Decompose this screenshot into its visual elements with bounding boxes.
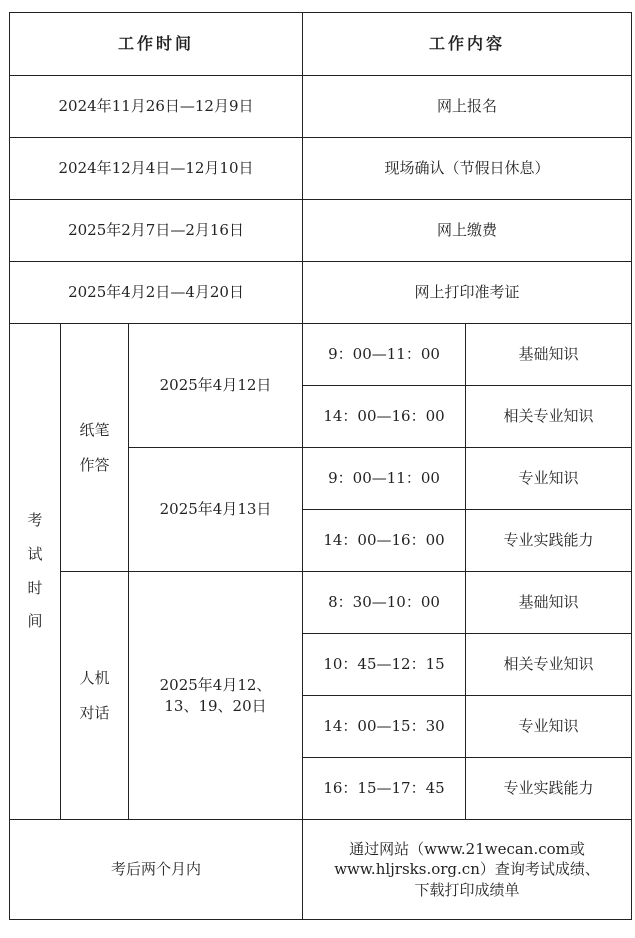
exam-date-cell [129, 572, 303, 820]
table-row [10, 820, 632, 920]
session-time-cell: 16：15—17：45 [303, 758, 466, 820]
paper-mode-line2: 作答 [79, 455, 110, 474]
time-cell: 2025年2月7日—2月16日 [10, 200, 303, 262]
session-time-cell: 9：00—11：00 [303, 324, 466, 386]
content-line3: 下载打印成绩单 [414, 880, 520, 899]
computer-mode-line1: 人机 [79, 669, 110, 687]
computer-mode-label [61, 572, 129, 820]
session-time-cell: 14：00—16：00 [303, 386, 466, 448]
session-subject-cell: 基础知识 [466, 572, 632, 634]
session-subject-cell: 相关专业知识 [466, 634, 632, 696]
table-row [10, 200, 632, 262]
session-time-cell: 8：30—10：00 [303, 572, 466, 634]
exam-date-cell: 2025年4月12日 [129, 324, 303, 448]
content-cell: 现场确认（节假日休息） [303, 138, 632, 200]
paper-mode-line1: 纸笔 [79, 421, 110, 439]
session-subject-cell: 基础知识 [466, 324, 632, 386]
content-cell: 网上缴费 [303, 200, 632, 262]
header-row [10, 13, 632, 76]
computer-mode-line2: 对话 [79, 703, 110, 722]
table-row [10, 76, 632, 138]
computer-date-line2: 13、19、20日 [164, 696, 267, 715]
time-cell: 2024年11月26日—12月9日 [10, 76, 303, 138]
exam-row [10, 572, 632, 634]
session-time-cell: 14：00—16：00 [303, 510, 466, 572]
content-line2: www.hljrsks.org.cn）查询考试成绩、 [334, 860, 600, 879]
exam-date-cell: 2025年4月13日 [129, 448, 303, 572]
content-line1: 通过网站（www.21wecan.com或 [349, 840, 585, 859]
exam-time-label-text: 考试时间 [27, 511, 43, 631]
computer-date-line1: 2025年4月12、 [159, 676, 272, 695]
content-cell [303, 820, 632, 920]
session-subject-cell: 专业知识 [466, 448, 632, 510]
exam-row [10, 324, 632, 386]
header-work-time: 工作时间 [10, 13, 303, 76]
schedule-table [9, 12, 632, 920]
session-time-cell: 9：00—11：00 [303, 448, 466, 510]
session-subject-cell: 专业实践能力 [466, 510, 632, 572]
content-cell: 网上打印准考证 [303, 262, 632, 324]
session-subject-cell: 专业知识 [466, 696, 632, 758]
session-time-cell: 10：45—12：15 [303, 634, 466, 696]
content-cell: 网上报名 [303, 76, 632, 138]
session-time-cell: 14：00—15：30 [303, 696, 466, 758]
time-cell: 2024年12月4日—12月10日 [10, 138, 303, 200]
session-subject-cell: 专业实践能力 [466, 758, 632, 820]
time-cell: 考后两个月内 [10, 820, 303, 920]
session-subject-cell: 相关专业知识 [466, 386, 632, 448]
header-work-content: 工作内容 [303, 13, 632, 76]
table-row [10, 138, 632, 200]
paper-mode-label [61, 324, 129, 572]
time-cell: 2025年4月2日—4月20日 [10, 262, 303, 324]
exam-time-label [10, 324, 61, 820]
table-row [10, 262, 632, 324]
